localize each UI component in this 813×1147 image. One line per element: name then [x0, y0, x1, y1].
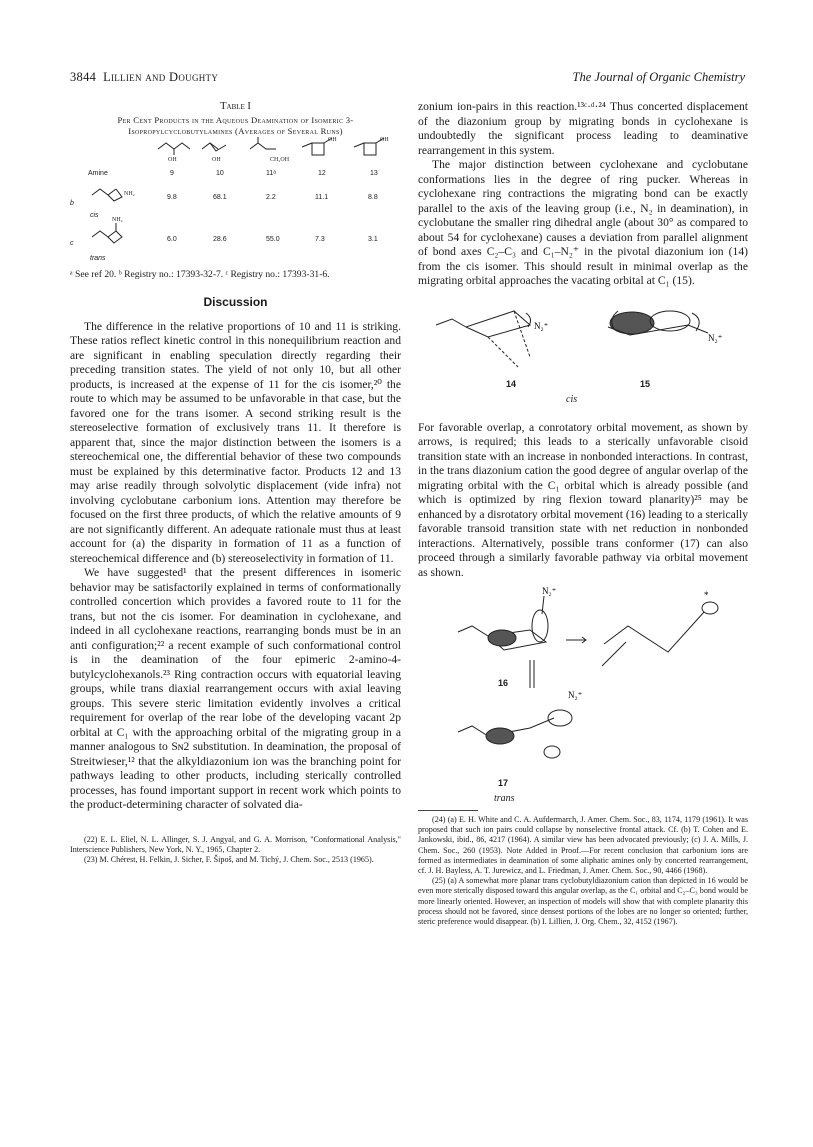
orbital-diagram-14-15	[418, 297, 748, 407]
structure-12	[312, 143, 324, 155]
footnote: (22) E. L. Eliel, N. L. Allinger, S. J. Angyal, and G. A. Morrison, "Conformational Analysis," Interscience Publishers, New York, N. Y., 1965, Chapter 2.	[70, 834, 401, 854]
cell-cis-13: 8.8	[368, 194, 378, 201]
row-name-cis: cis	[90, 212, 99, 219]
right-column	[418, 100, 748, 927]
group-trans: NH₂	[112, 217, 123, 223]
table-caption: Per Cent Products in the Aqueous Deamination of Isomeric 3-Isopropylcyclobutylamines (Averages of Several Runs)	[117, 115, 354, 136]
footnote-rule	[418, 810, 478, 811]
structure-9	[158, 143, 190, 149]
structure-cis-amine	[92, 189, 116, 195]
table-structures	[70, 137, 401, 287]
page-header-left	[70, 70, 218, 85]
paragraph: The difference in the relative proportions of 10 and 11 is striking. These ratios reflect kinetic control in this nonequilibrium reaction and are significant in enabling speculation directly regarding their preceding transition states. The yield of not only 10, but all other products, is increased at the expense of 11 for the cis isomer,²⁰ the route to which may be assumed to be unfavorable in that case, but the favored one for the trans isomer. A second striking result is the stereoselective formation of exclusively trans 11. It therefore is apparent that, since the major distinction between the isomers is a stereochemical one, the differential behavior of these two compounds must be explained by this determinative factor. Products 12 and 13 may arise readily through solvolytic displacement (vide infra) not involving cyclobutane carbonium ions. Attention may therefore be focused on the first three products, of which the relative amounts of 9 are not significantly different. An adequate rationale must thus at least account for (a) the disparity in formation of 11 as a function of stereochemical difference and (b) stereoselectivity in formation of 11.	[70, 319, 401, 565]
group-11: CH₂OH	[270, 157, 290, 163]
group-9: OH	[168, 157, 177, 163]
structure-11	[250, 143, 276, 149]
footnote: (24) (a) E. H. White and C. A. Aufdermarch, J. Amer. Chem. Soc., 83, 1174, 1179 (1961). It was proposed that such ion pairs could collapse by nonselective frontal attack. Cf. (b) T. Cohen and E. Jankowski, ibid., 86, 4217 (1964). A similar view has been advocated previously; (c) J. A. Mills, J. Chem. Soc., 260 (1953). Note Added in Proof.—For recent conclusion that carbonium ions are formed as intermediates in deamination of some aliphatic amines only by concerted rearrangement, cf. J. H. Bayless, A. T. Jurewicz, and L. Friedman, J. Amer. Chem. Soc., 90, 4466 (1968).	[418, 815, 748, 876]
figure-16-17	[418, 586, 748, 808]
star-label: *	[704, 590, 709, 600]
n2-label-16: N₂⁺	[542, 586, 557, 596]
cell-cis-12: 11.1	[315, 194, 329, 201]
figure-caption-trans: trans	[494, 793, 515, 804]
cell-trans-13: 3.1	[368, 236, 378, 243]
cell-cis-10: 68.1	[213, 194, 227, 201]
journal-title: The Journal of Organic Chemistry	[572, 70, 745, 84]
cell-trans-12: 7.3	[315, 236, 325, 243]
cell-trans-11: 55.0	[266, 236, 280, 243]
product-num-13: 13	[370, 170, 378, 177]
product-num-12: 12	[318, 170, 326, 177]
compound-14-label: 14	[506, 378, 517, 389]
cell-trans-9: 6.0	[167, 236, 177, 243]
compound-15-label: 15	[640, 378, 651, 389]
amine-header: Amine	[88, 170, 108, 177]
group-cis: NH₂	[124, 191, 135, 197]
row-name-trans: trans	[90, 255, 106, 262]
section-heading: Discussion	[203, 295, 268, 309]
n2-label-15: N₂⁺	[708, 332, 723, 343]
compound-16-label: 16	[498, 678, 509, 688]
group-10: OH	[212, 157, 221, 163]
figure-14-15	[418, 297, 748, 407]
footnote: (25) (a) A somewhat more planar trans cyclobutyldiazonium cation than depicted in 16 would be even more sterically disposed toward this angular overlap, as the C₁ orbital and C₂–C₃ bond would be more linearly oriented. However, an inspection of models will show that with complete planarity this process should not be favored, since densest portions of the lobes are no longer so oriented; further, steric preference would disappear. (b) I. Lillien, J. Org. Chem., 32, 4152 (1967).	[418, 876, 748, 927]
table-footnote: ᵃ See ref 20. ᵇ Registry no.: 17393-32-7. ᶜ Registry no.: 17393-31-6.	[70, 269, 330, 280]
paragraph: The major distinction between cyclohexane and cyclobutane conformations lies in the degree of ring pucker. Whereas in cyclohexane ring contractions the migrating bond can be exactly parallel to the axis of the leaving group (i.e., N₂ in deamination), in cyclobutane the smaller ring dihedral angle (about 30° as compared to about 54 for cyclohexane) causes a deviation from parallel alignment of bond axes C₂–C₃ and C₁–N₂⁺ in the pivotal diazonium ion (14) from the cis isomer. This should result in minimal overlap as the migrating orbital approaches the vacating orbital at C₁ (15).	[418, 158, 748, 287]
compound-17-label: 17	[498, 778, 509, 788]
paragraph: zonium ion-pairs in this reaction.¹³ᶜ·ᵈ·²⁴ Thus concerted displacement of the diazonium group by migrating bonds in cyclohexane is undoubtedly the significant process leading to deaminative rearrangement in this system.	[418, 100, 748, 157]
product-num-10: 10	[216, 170, 224, 177]
row-id-b: b	[70, 200, 74, 207]
orbital-diagram-16-17	[418, 586, 748, 808]
product-num-11: 11ᵃ	[266, 170, 276, 177]
row-id-c: c	[70, 240, 74, 247]
paragraph: We have suggested¹ that the present differences in isomeric behavior may be satisfactorily explained in terms of conformationally controlled concertion which provides a favored route to 11 for the trans, but not the cis isomer. For deamination in cyclohexane, and indeed in all cyclohexane reactions, rearranging bonds must be in an anti configuration;²² a recent example of such conformational control is in the deamination of the four epimeric 2-amino-4-butylcyclohexanols.²³ Ring contraction occurs with equatorial leaving groups, while trans diaxial rearrangement occurs with axial leaving groups. This severe steric limitation evidently involves a critical requirement for overlap of the rear lobe of the developing vacant 2p orbital at C₁ with the approaching orbital of the migrating group in a manner analogous to Sɴ2 substitution. In deamination, the proposal of Streitwieser,¹² that the alkyldiazonium ion was the branching point for pathways leading to other products, including sterically controlled processes, has found important support in recent work which points to the product-determining character of solvated dia-	[70, 566, 401, 811]
structure-10	[202, 143, 226, 151]
table-title: Table I	[220, 101, 251, 112]
left-column	[70, 100, 401, 865]
figure-caption-cis: cis	[566, 393, 578, 405]
cell-trans-10: 28.6	[213, 236, 227, 243]
n2-label-17: N₂⁺	[568, 690, 583, 700]
structure-trans-amine	[92, 231, 116, 237]
footnote: (23) M. Chérest, H. Felkin, J. Sicher, F. Šipoš, and M. Tichý, J. Chem. Soc., 2513 (1965).	[84, 854, 374, 864]
n2-label-14: N₂⁺	[534, 320, 549, 331]
group-13: OH	[380, 137, 389, 143]
paragraph: For favorable overlap, a conrotatory orbital movement, as shown by arrows, is required; this leads to a sterically unfavorable cisoid transition state with an increase in nonbonded interactions. In contrast, in the trans diazonium cation the good degree of angular overlap of the migrating orbital with the C₁ orbital which is already possible (and which is optimized by ring flexion toward planarity)²⁵ may be enhanced by a disrotatory orbital movement (16) leading to a sterically favorable transoid transition state with net reduction in nonbonded interactions. Alternatively, possible trans conformer (17) can also proceed through a similarly favorable pathway via orbital movement as shown.	[418, 420, 748, 579]
page-number: 3844	[70, 70, 97, 84]
product-num-9: 9	[170, 170, 174, 177]
table-body	[70, 137, 401, 287]
cell-cis-11: 2.2	[266, 194, 276, 201]
group-12: OH	[328, 137, 337, 143]
structure-13	[364, 143, 376, 155]
header-authors: Lillien and Doughty	[103, 70, 219, 84]
cell-cis-9: 9.8	[167, 194, 177, 201]
